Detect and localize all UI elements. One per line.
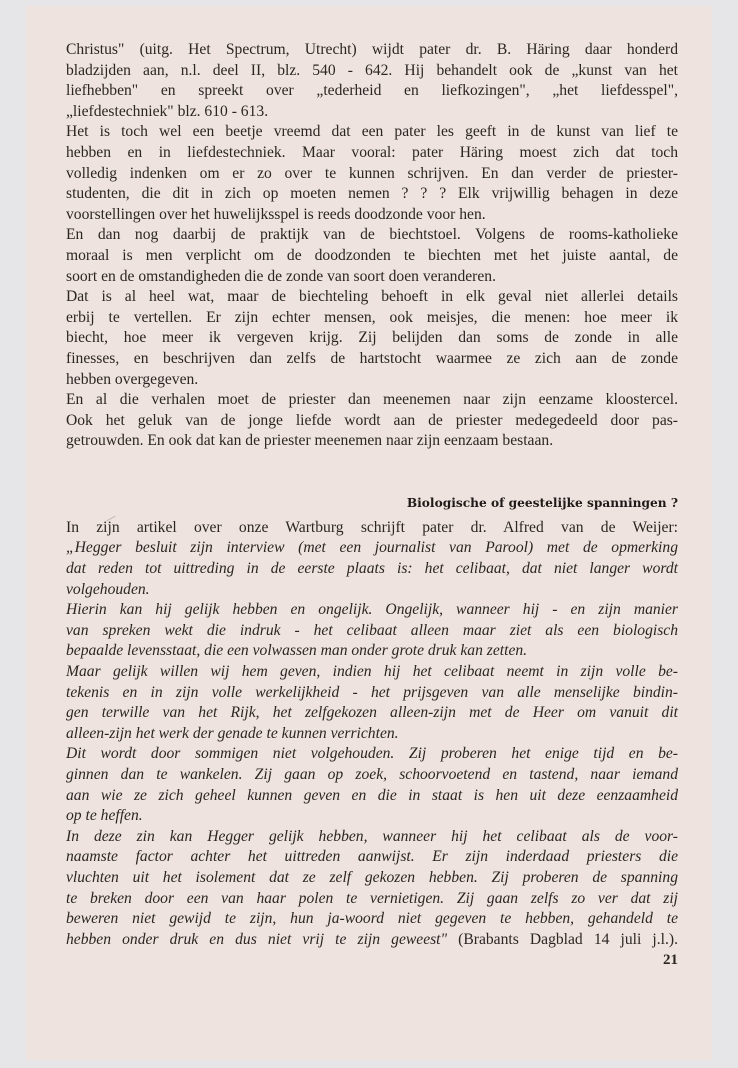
section-heading: Biologische of geestelijke spanningen ?: [406, 495, 678, 510]
text-line: En dan nog daarbij de praktijk van de biechtstoel. Volgens de rooms-katholieke: [66, 226, 678, 244]
intro-line: In zijn artikel over onze Wartburg schrijft pater dr. Alfred van de Weijer:: [66, 518, 678, 536]
section-body-text: [66, 40, 678, 452]
body-paragraph: [66, 390, 678, 452]
text-line: Het is toch wel een beetje vreemd dat een pater les geeft in de kunst van lief te: [66, 123, 678, 141]
text-line: beweren niet gewijd te zijn, hun ja-woord niet gegeven te hebben, gehandeld te: [66, 910, 678, 928]
text-line: In deze zin kan Hegger gelijk hebben, wanneer hij het celibaat als de voor-: [66, 827, 678, 845]
quote-paragraph: [66, 662, 678, 744]
text-line: tekenis en in zijn volle werkelijkheid - het prijsgeven van alle menselijke bindin-: [66, 683, 678, 701]
citation-source: (Brabants Dagblad 14 juli j.l.).: [447, 930, 678, 948]
text-line: volgehouden.: [66, 580, 150, 598]
page-number: 21: [663, 952, 678, 969]
text-line: Ook het geluk van de jonge liefde wordt aan de priester medegedeeld door pas-: [66, 411, 678, 429]
text-line: „liefdestechniek" blz. 610 - 613.: [66, 102, 269, 120]
text-line: volledig indenken om er zo over te kunnen schrijven. En dan verder de priester-: [66, 164, 678, 182]
text-line: bepaalde levensstaat, die een volwassen man onder grote druk kan zetten.: [66, 642, 528, 660]
text-line: op te heffen.: [66, 807, 143, 825]
text-line: Dat is al heel wat, maar de biechteling behoeft in elk geval niet allerlei details: [66, 288, 678, 306]
text-line: gen terwille van het Rijk, het zelfgekozen alleen-zijn met de Heer om vanuit dit: [66, 704, 678, 722]
quote-end: hebben onder druk en dus niet vrij te zijn geweest": [66, 930, 448, 948]
text-line: En al die verhalen moet de priester dan meenemen naar zijn eenzame kloostercel.: [66, 391, 678, 409]
text-line: hebben overgegeven.: [66, 370, 199, 388]
text-line: naamste factor achter het uittreden aanwijst. Er zijn inderdaad priesters die: [66, 848, 678, 866]
quote-paragraph: [66, 744, 678, 826]
section-quote: [66, 518, 678, 950]
text-line: hebben en in liefdestechniek. Maar vooral: pater Häring moest zich dat toch: [66, 143, 678, 161]
text-line: bladzijden aan, n.l. deel II, blz. 540 - 642. Hij behandelt ook de „kunst van het: [66, 61, 678, 79]
text-line: Christus" (uitg. Het Spectrum, Utrecht) wijdt pater dr. B. Häring daar honderd: [66, 41, 678, 58]
book-page: [26, 6, 712, 1060]
text-line: biecht, hoe meer ik vergeven krijg. Zij belijden dan soms de zonde in alle: [66, 329, 678, 347]
text-line: moraal is men verplicht om de doodzonden te biechten met het juiste aantal, de: [66, 246, 678, 264]
text-line: van spreken wekt die indruk - het celibaat alleen maar ziet als een biologisch: [66, 621, 678, 639]
text-line: finesses, en beschrijven dan zelfs de hartstocht waarmee ze zich aan de zonde: [66, 349, 678, 367]
quote-paragraph: [66, 600, 678, 662]
text-line: erbij te vertellen. Er zijn echter mensen, ook meisjes, die menen: hoe meer ik: [66, 308, 678, 326]
text-line: ginnen dan te wankelen. Zij gaan op zoek, schoorvoetend en tastend, naar iemand: [66, 766, 678, 783]
text-line: getrouwden. En ook dat kan de priester meenemen naar zijn eenzaam bestaan.: [66, 432, 554, 450]
text-line: „Hegger besluit zijn interview (met een journalist van Parool) met de opmerking: [66, 539, 678, 557]
text-line: aan wie ze zich geheel kunnen geven en die in staat is hen uit deze eenzaamheid: [66, 786, 678, 804]
text-line: Hierin kan hij gelijk hebben en ongelijk. Ongelijk, wanneer hij - en zijn manier: [66, 601, 678, 619]
quote-paragraph: [66, 827, 678, 951]
text-line-citation: [66, 930, 678, 951]
text-line: te breken door een van haar polen te vernietigen. Zij gaan zelfs zo ver dat zij: [66, 889, 678, 907]
text-line: Dit wordt door sommigen niet volgehouden. Zij proberen het enige tijd en be-: [66, 745, 678, 763]
text-line: liefhebben" en spreekt over „tederheid en liefkozingen", „het liefdesspel",: [66, 82, 678, 100]
text-line: voorstellingen over het huwelijksspel is reeds doodzonde voor hen.: [66, 205, 486, 223]
text-line: alleen-zijn het werk der genade te kunnen verrichten.: [66, 724, 399, 742]
text-line: vluchten uit het isolement dat ze zelf gekozen hebben. Zij proberen de spanning: [66, 868, 678, 886]
quote-paragraph: [66, 538, 678, 600]
page-text: [66, 40, 678, 971]
text-line: dat reden tot uittreding in de eerste plaats is: het celibaat, dat niet langer wordt: [66, 560, 678, 578]
text-line: soort en de omstandigheden die de zonde van soort doen veranderen.: [66, 267, 496, 285]
text-line: studenten, die dit in zich op moeten nemen ? ? ? Elk vrijwillig behagen in deze: [66, 185, 678, 203]
body-paragraph: [66, 225, 678, 287]
body-paragraph: [66, 40, 678, 122]
text-line: Maar gelijk willen wij hem geven, indien hij het celibaat neemt in zijn volle be-: [66, 663, 678, 681]
body-paragraph: [66, 287, 678, 390]
body-paragraph: [66, 122, 678, 225]
